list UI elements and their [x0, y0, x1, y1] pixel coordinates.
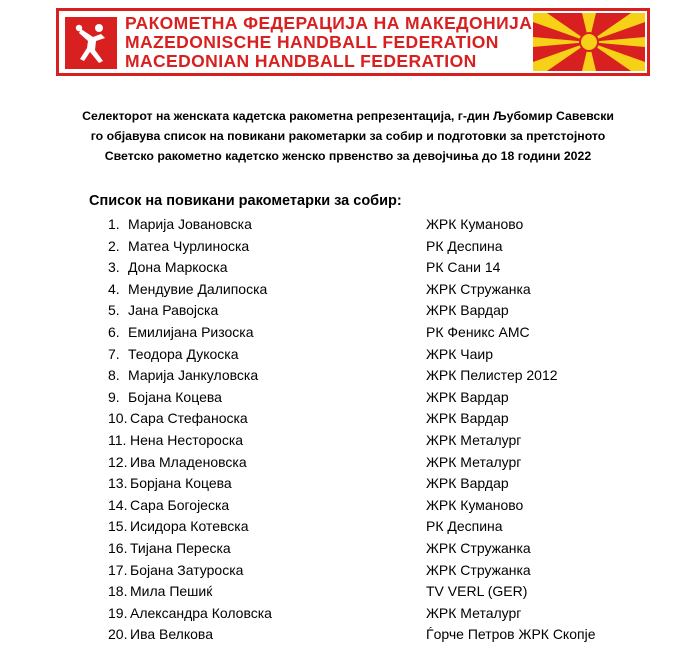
player-name: Тијана Переска [130, 539, 231, 556]
list-item [108, 516, 668, 538]
player-name: Јана Равојска [128, 302, 219, 319]
player-list [108, 214, 668, 646]
player-number: 19. [108, 604, 128, 621]
intro-line: го објавува список на повикани ракометарки за собир и подготовки за претстојното [90, 129, 606, 143]
player-number: 3. [108, 259, 120, 276]
player-number: 7. [108, 345, 120, 362]
player-number: 6. [108, 323, 120, 340]
player-club: ЖРК Металург [426, 431, 522, 448]
list-item [108, 473, 668, 495]
list-item [108, 408, 668, 430]
player-name: Бојана Затуроска [130, 561, 244, 578]
player-name: Бојана Коцева [128, 388, 222, 405]
federation-banner [56, 8, 650, 76]
player-club: ЖРК Стружанка [426, 280, 531, 297]
player-club: РК Сани 14 [426, 259, 501, 276]
player-name: Александра Коловска [130, 604, 272, 621]
player-name: Теодора Дукоска [128, 345, 239, 362]
player-name: Ива Велкова [130, 626, 213, 643]
handball-player-logo-icon [65, 17, 117, 69]
list-item [108, 300, 668, 322]
player-name: Мендувие Далипоска [128, 280, 268, 297]
player-name: Нена Несторoска [130, 431, 244, 448]
player-number: 11. [108, 431, 127, 448]
player-name: Емилијана Ризоска [128, 323, 254, 340]
player-club: ЖРК Куманово [426, 496, 524, 513]
player-club: Ѓорче Петров ЖРК Скопје [426, 626, 596, 643]
list-item [108, 430, 668, 452]
list-item [108, 236, 668, 258]
player-number: 4. [108, 280, 120, 297]
player-number: 8. [108, 367, 120, 384]
player-club: ЖРК Стружанка [426, 561, 531, 578]
player-number: 16. [108, 539, 128, 556]
list-item [108, 560, 668, 582]
list-item [108, 257, 668, 279]
intro-line: Светско ракометно кадетско женско првенство за девојчиња до 18 години 2022 [104, 149, 592, 163]
player-name: Матеа Чурлиноска [128, 237, 250, 254]
list-item [108, 495, 668, 517]
player-name: Мила Пешиќ [130, 583, 213, 600]
player-number: 1. [108, 216, 120, 232]
player-name: Ива Младеновска [130, 453, 247, 470]
player-name: Марија Јовановска [128, 216, 252, 232]
player-club: РК Деспина [426, 237, 503, 254]
player-number: 12. [108, 453, 128, 470]
intro-line: Селекторот на женската кадетска ракометна репрезентација, г-дин Љубомир Савевски [82, 109, 614, 123]
player-number: 14. [108, 496, 128, 513]
list-item [108, 624, 668, 646]
list-item [108, 603, 668, 625]
player-name: Исидора Котевска [130, 518, 249, 535]
player-number: 15. [108, 518, 128, 535]
player-club: ЖРК Куманово [426, 216, 524, 232]
player-number: 20. [108, 626, 128, 643]
list-item [108, 581, 668, 603]
player-name: Сара Стефаноска [130, 410, 248, 427]
player-club: ЖРК Вардар [426, 302, 509, 319]
list-item [108, 344, 668, 366]
player-club: TV VERL (GER) [426, 583, 528, 600]
list-item [108, 214, 668, 236]
macedonian-flag-icon [533, 13, 645, 71]
player-club: ЖРК Металург [426, 453, 522, 470]
list-title: Список на повикани ракометарки за собир: [89, 193, 402, 209]
player-number: 13. [108, 475, 128, 492]
list-item [108, 538, 668, 560]
federation-name-mk: РАКОМЕТНА ФЕДЕРАЦИЈА НА МАКЕДОНИЈА [125, 12, 533, 33]
player-club: РК Деспина [426, 518, 503, 535]
player-number: 2. [108, 237, 120, 254]
player-club: ЖРК Вардар [426, 388, 509, 405]
list-item [108, 452, 668, 474]
player-club: ЖРК Металург [426, 604, 522, 621]
federation-name-en: MACEDONIAN HANDBALL FEDERATION [125, 50, 477, 71]
player-name: Марија Јанкуловска [128, 367, 259, 384]
player-number: 18. [108, 583, 128, 600]
list-item [108, 322, 668, 344]
player-name: Дона Маркоска [128, 259, 228, 276]
player-name: Сара Богојеска [130, 496, 230, 513]
player-number: 10. [108, 410, 128, 427]
player-name: Борјана Коцева [130, 475, 232, 492]
player-number: 5. [108, 302, 120, 319]
player-club: ЖРК Стружанка [426, 539, 531, 556]
intro-paragraph [40, 106, 656, 166]
federation-name [125, 11, 535, 73]
list-item [108, 387, 668, 409]
player-club: ЖРК Вардар [426, 410, 509, 427]
player-number: 17. [108, 561, 128, 578]
player-club: РК Феникс АМС [426, 323, 530, 340]
player-number: 9. [108, 388, 120, 405]
list-item [108, 365, 668, 387]
player-club: ЖРК Вардар [426, 475, 509, 492]
federation-name-de: MAZEDONISCHE HANDBALL FEDERATION [125, 31, 499, 52]
player-club: ЖРК Чаир [426, 345, 494, 362]
list-item [108, 279, 668, 301]
player-club: ЖРК Пелистер 2012 [426, 367, 558, 384]
